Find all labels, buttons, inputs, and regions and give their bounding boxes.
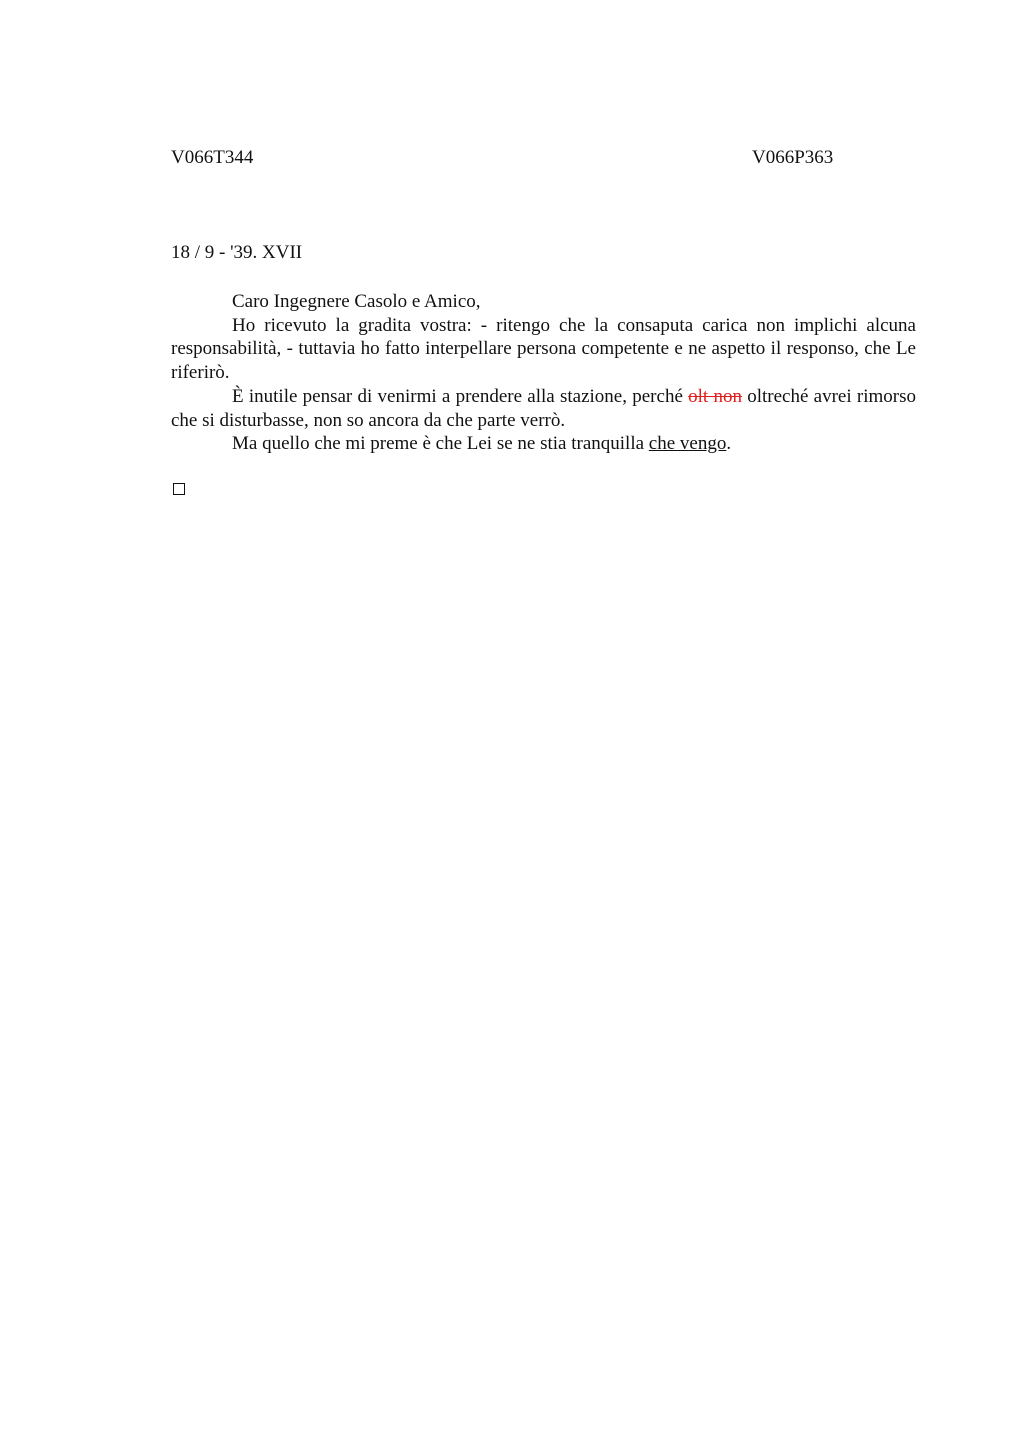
paragraph-2-after: oltreché avrei rimorso che si disturbasse, non so ancora da che parte verrò. [171, 385, 917, 431]
paragraph-2-before: È inutile pensar di venirmi a prendere alla stazione, perché [232, 385, 689, 407]
letter-body [171, 290, 916, 456]
paragraph-2 [171, 385, 916, 432]
salutation: Caro Ingegnere Casolo e Amico, [232, 291, 481, 312]
paragraph-3-after: . [726, 433, 732, 455]
document-code-right: V066P363 [752, 147, 834, 168]
paragraph-3 [171, 432, 916, 456]
paragraph-3-before: Ma quello che mi preme è che Lei se ne stia tranquilla [232, 433, 649, 455]
struck-text: olt non [688, 385, 742, 407]
document-code-left: V066T344 [171, 147, 254, 168]
paragraph-1: Ho ricevuto la gradita vostra: - ritengo che la consaputa carica non implichi alcuna responsabilità, - tuttavia ho fatto interpellare persona competente e ne aspetto il responso, che Le riferirò. [171, 314, 916, 384]
underlined-text: che vengo [648, 433, 727, 455]
letter-date: 18 / 9 - '39. XVII [171, 242, 303, 263]
empty-square-icon [173, 483, 185, 495]
